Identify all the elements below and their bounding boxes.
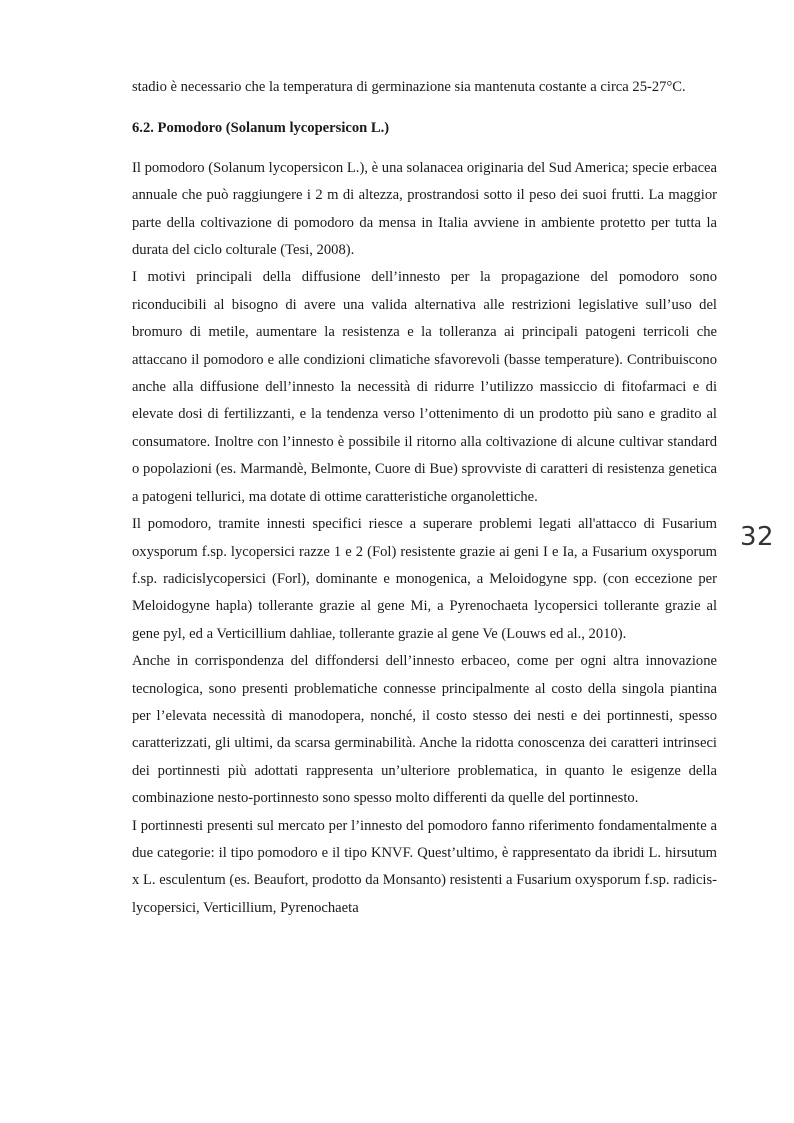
page-number: 32 bbox=[740, 522, 775, 552]
body-paragraph: Il pomodoro (Solanum lycopersicon L.), è una solanacea originaria del Sud America; specie erbacea annuale che può raggiungere i 2 m di altezza, prostrandosi sotto il peso dei suoi frutti. La maggior parte della coltivazione di pomodoro da mensa in Italia avviene in ambiente protetto per tutta la durata del ciclo colturale (Tesi, 2008). bbox=[132, 159, 717, 259]
body-paragraph: I motivi principali della diffusione dell’innesto per la propagazione del pomodoro sono riconducibili al bisogno di avere una valida alternativa alle restrizioni legislative sull’uso del bromuro di metile, aumentare la resistenza e la tolleranza ai principali patogeni terricoli che attaccano il pomodoro e alle condizioni climatiche sfavorevoli (basse temperature). Contribuiscono anche alla diffusione dell’innesto la necessità di ridurre l’utilizzo massiccio di fitofarmaci e di elevate dosi di fertilizzanti, e la tendenza verso l’ottenimento di un prodotto più sano e gradito al consumatore. Inoltre con l’innesto è possibile il ritorno alla coltivazione di alcune cultivar standard o popolazioni (es. Marmandè, Belmonte, Cuore di Bue) sprovviste di caratteri di resistenza genetica a patogeni tellurici, ma dotate di ottime caratteristiche organolettiche. bbox=[132, 269, 717, 505]
intro-paragraph: stadio è necessario che la temperatura di germinazione sia mantenuta costante a circa 25-27°C. bbox=[132, 79, 686, 95]
section-heading: 6.2. Pomodoro (Solanum lycopersicon L.) bbox=[132, 120, 390, 137]
body-paragraph: I portinnesti presenti sul mercato per l’innesto del pomodoro fanno riferimento fondamentalmente a due categorie: il tipo pomodoro e il tipo KNVF. Quest’ultimo, è rappresentato da ibridi L. hirsutum x L. esculentum (es. Beaufort, prodotto da Monsanto) resistenti a Fusarium oxysporum f.sp. radicis-lycopersici, Verticillium, Pyrenochaeta bbox=[132, 817, 717, 916]
body-paragraph: Il pomodoro, tramite innesti specifici riesce a superare problemi legati all'attacco di Fusarium oxysporum f.sp. lycopersici razze 1 e 2 (Fol) resistente grazie ai geni I e Ia, a Fusarium oxysporum f.sp. radicislycopersici (Forl), dominante e monogenica, a Meloidogyne spp. (con eccezione per Meloidogyne hapla) tollerante grazie al gene Mi, a Pyrenochaeta lycopersici tollerante grazie al gene pyl, ed a Verticillium dahliae, tollerante grazie al gene Ve (Louws ed al., 2010). bbox=[132, 516, 717, 642]
body-paragraph: Anche in corrispondenza del diffondersi dell’innesto erbaceo, come per ogni altra innovazione tecnologica, sono presenti problematiche connesse principalmente al costo della singola piantina per l’elevata necessità di manodopera, nonché, il costo stesso dei nesti e dei portinnesti, spesso caratterizzati, gli ultimi, da scarsa germinabilità. Anche la ridotta conoscenza dei caratteri intrinseci dei portinnesti più adottati rappresenta un’ulteriore problematica, in quanto le esigenze della combinazione nesto-portinnesto sono spesso molto differenti da quelle del portinnesto. bbox=[132, 653, 717, 807]
text-column bbox=[132, 74, 717, 922]
